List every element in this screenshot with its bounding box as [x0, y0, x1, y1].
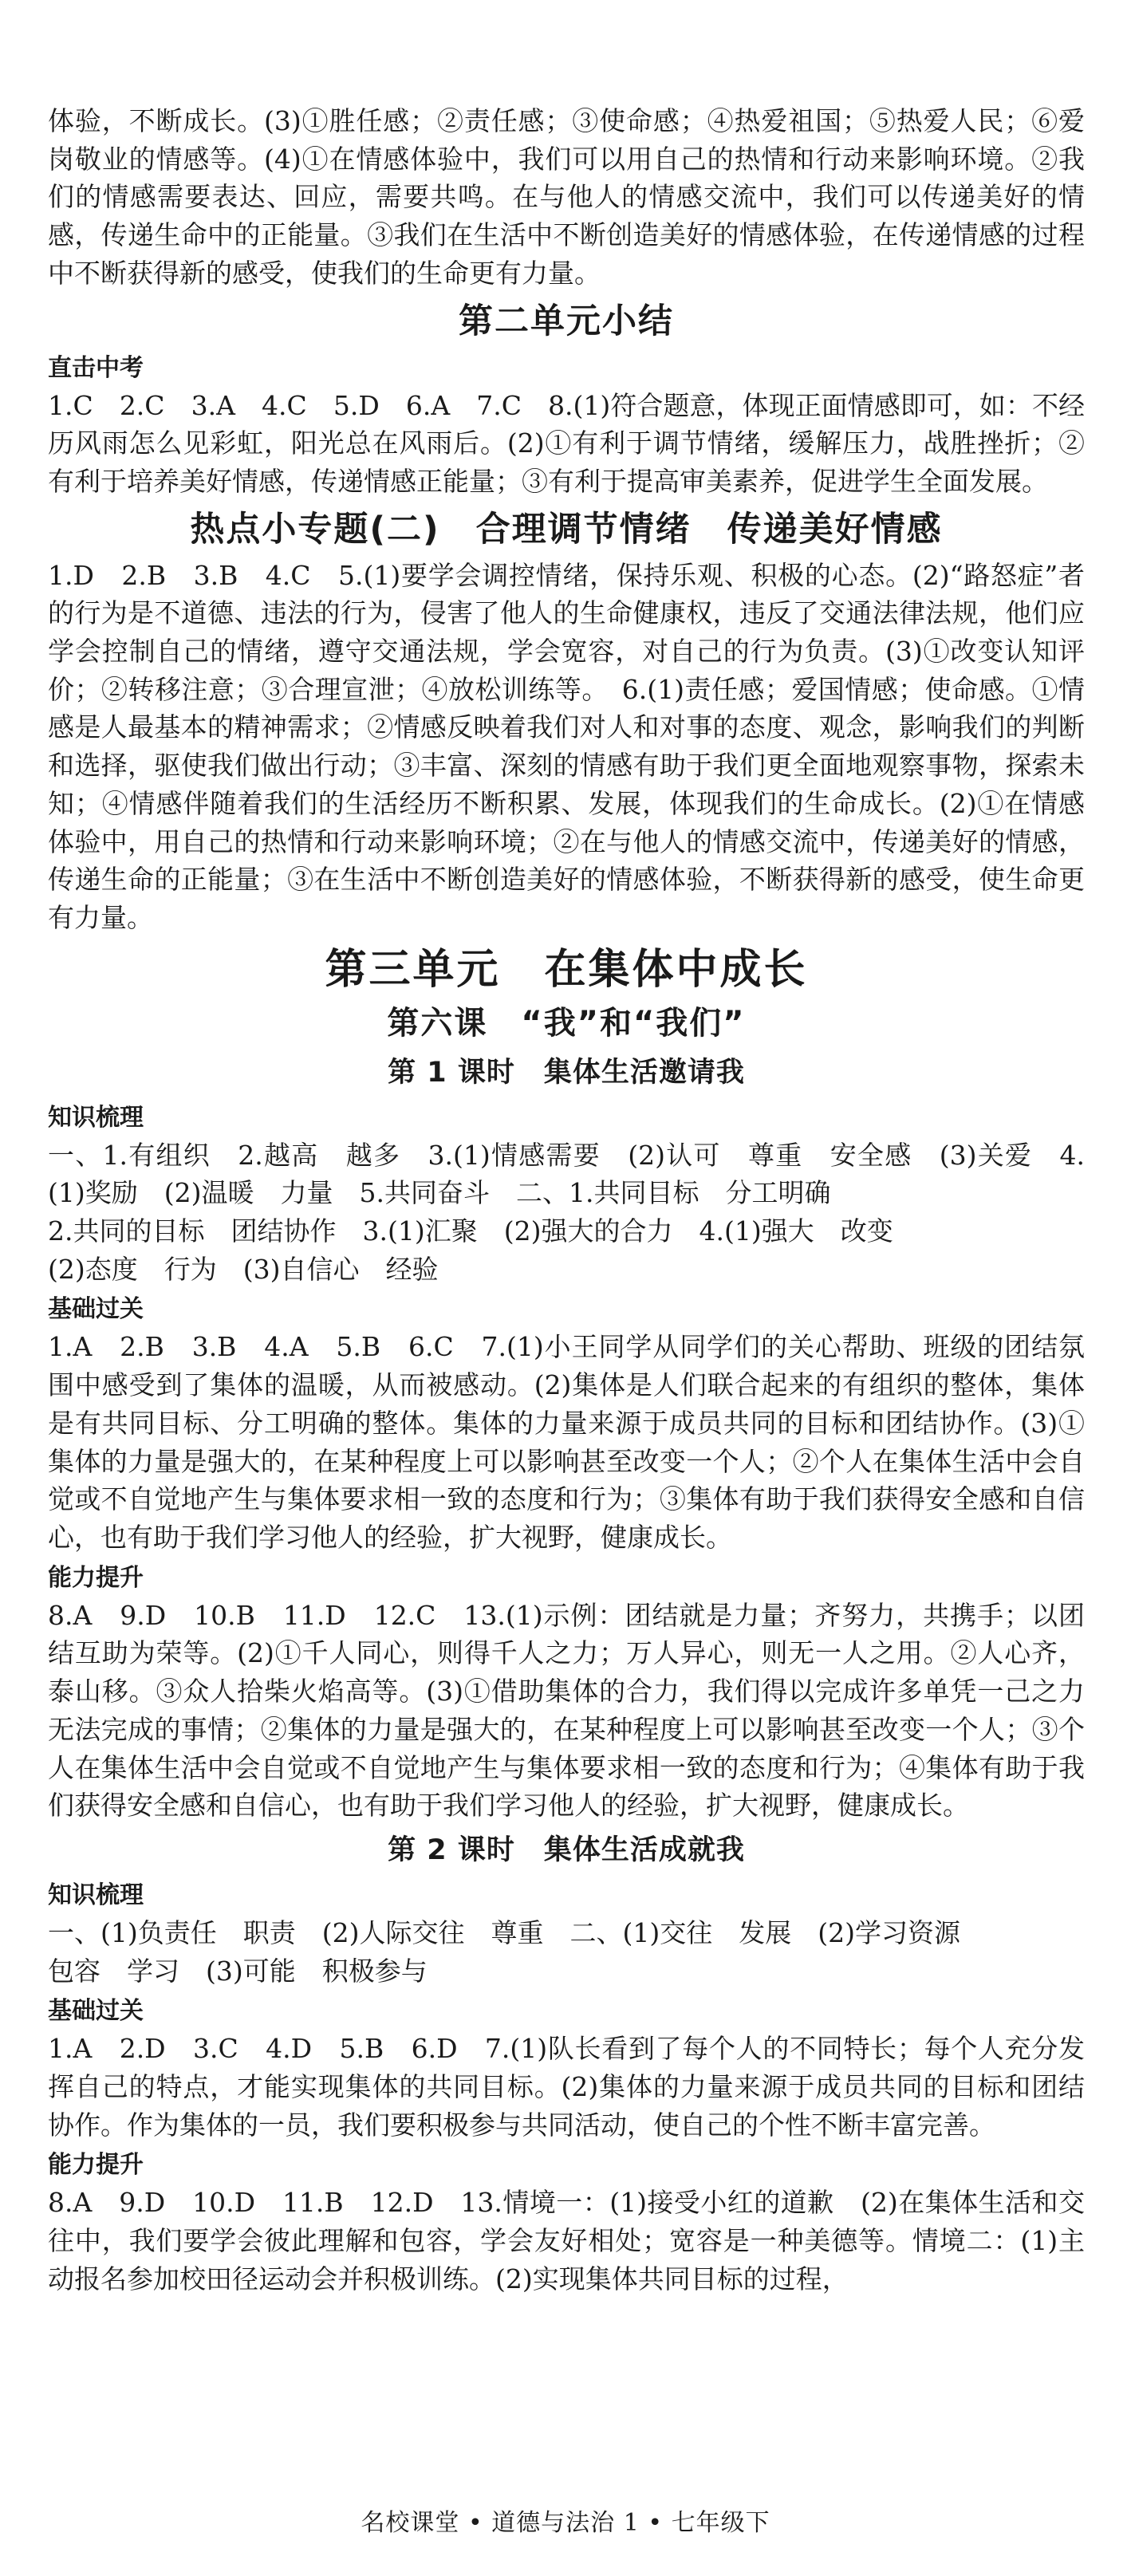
period2-ability-answers: 8.A 9.D 10.D 11.B 12.D 13.情境一：(1)接受小红的道歉 (2)在集体生活和交往中，我们要学会彼此理解和包容，学会友好相处；宽容是一种美德等。情境二：(1)主动报名参加校田径运动会并积极训练。(2)实现集体共同目标的过程，	[48, 2187, 1085, 2294]
unit2-summary-answers: 1.C 2.C 3.A 4.C 5.D 6.A 7.C 8.(1)符合题意，体现正面情感即可，如：不经历风雨怎么见彩虹，阳光总在风雨后。(2)①有利于调节情绪，缓解压力，战胜挫折；②有利于培养美好情感，传递情感正能量；③有利于提高审美素养，促进学生全面发展。	[48, 389, 1085, 497]
period1-ability-answers: 8.A 9.D 10.B 11.D 12.C 13.(1)示例：团结就是力量；齐努力，共携手；以团结互助为荣等。(2)①千人同心，则得千人之力；万人异心，则无一人之用。②人心齐，泰山移。③众人拾柴火焰高等。(3)①借助集体的合力，我们得以完成许多单凭一己之力无法完成的事情；②集体的力量是强大的，在某种程度上可以影响甚至改变一个人；③个人在集体生活中会自觉或不自觉地产生与集体要求相一致的态度和行为；④集体有助于我们获得安全感和自信心，也有助于我们学习他人的经验，扩大视野，健康成长。	[48, 1599, 1085, 1822]
page-footer: 名校课堂 • 道德与法治 1 • 七年级下	[361, 2509, 770, 2537]
intro-paragraph: 体验，不断成长。(3)①胜任感；②责任感；③使命感；④热爱祖国；⑤热爱人民；⑥爱岗敬业的情感等。(4)①在情感体验中，我们可以用自己的热情和行动来影响环境。②我们的情感需要表达、回应，需要共鸣。在与他人的情感交流中，我们可以传递美好的情感，传递生命中的正能量。③我们在生活中不断创造美好的情感体验，在传递情感的过程中不断获得新的感受，使我们的生命更有力量。	[48, 105, 1085, 289]
lesson6-title: 第六课 “我”和“我们”	[387, 1004, 746, 1042]
period1-knowledge-line: 2.共同的目标 团结协作 3.(1)汇聚 (2)强大的合力 4.(1)强大 改变	[48, 1215, 893, 1247]
period1-knowledge-line: (2)态度 行为 (3)自信心 经验	[48, 1253, 439, 1285]
unit3-title: 第三单元 在集体中成长	[325, 945, 808, 994]
period2-knowledge-line: 包容 学习 (3)可能 积极参与	[48, 1955, 428, 1987]
period2-ability-heading: 能力提升	[48, 2151, 144, 2180]
period1-basic-answers: 1.A 2.B 3.B 4.A 5.B 6.C 7.(1)小王同学从同学们的关心帮助、班级的团结氛围中感受到了集体的温暖，从而被感动。(2)集体是人们联合起来的有组织的整体，集体是有共同目标、分工明确的整体。集体的力量来源于成员共同的目标和团结协作。(3)①集体的力量是强大的，在某种程度上可以影响甚至改变一个人；②个人在集体生活中会自觉或不自觉地产生与集体要求相一致的态度和行为；③集体有助于我们获得安全感和自信心，也有助于我们学习他人的经验，扩大视野，健康成长。	[48, 1331, 1085, 1553]
hot-topic-2-title: 热点小专题(二) 合理调节情绪 传递美好情感	[190, 509, 943, 549]
period2-knowledge-line: 一、(1)负责任 职责 (2)人际交往 尊重 二、(1)交往 发展 (2)学习资源	[48, 1916, 960, 1948]
period2-title: 第 2 课时 集体生活成就我	[388, 1834, 745, 1866]
period1-ability-heading: 能力提升	[48, 1563, 144, 1592]
period1-knowledge-line: 一、1.有组织 2.越高 越多 3.(1)情感需要 (2)认可 尊重 安全感 (3)关爱 4.(1)奖励 (2)温暖 力量 5.共同奋斗 二、1.共同目标 分工明确	[48, 1139, 1085, 1209]
period2-basic-answers: 1.A 2.D 3.C 4.D 5.B 6.D 7.(1)队长看到了每个人的不同特长；每个人充分发挥自己的特点，才能实现集体的共同目标。(2)集体的力量来源于成员共同的目标和团结协作。作为集体的一员，我们要积极参与共同活动，使自己的个性不断丰富完善。	[48, 2033, 1085, 2141]
unit2-summary-subheading: 直击中考	[48, 353, 144, 382]
period1-knowledge-list	[48, 1136, 1085, 1289]
period1-knowledge-heading: 知识梳理	[48, 1103, 144, 1132]
period1-basic-heading: 基础过关	[48, 1295, 144, 1324]
period2-basic-heading: 基础过关	[48, 1997, 144, 2026]
period2-knowledge-list	[48, 1914, 1085, 1990]
period1-title: 第 1 课时 集体生活邀请我	[388, 1056, 745, 1089]
period2-knowledge-heading: 知识梳理	[48, 1881, 144, 1909]
hot-topic-2-answers: 1.D 2.B 3.B 4.C 5.(1)要学会调控情绪，保持乐观、积极的心态。(2)“路怒症”者的行为是不道德、违法的行为，侵害了他人的生命健康权，违反了交通法律法规，他们应学会控制自己的情绪，遵守交通法规，学会宽容，对自己的行为负责。(3)①改变认知评价；②转移注意；③合理宣泄；④放松训练等。 6.(1)责任感；爱国情感；使命感。①情感是人最基本的精神需求；②情感反映着我们对人和对事的态度、观念，影响我们的判断和选择，驱使我们做出行动；③丰富、深刻的情感有助于我们更全面地观察事物，探索未知；④情感伴随着我们的生活经历不断积累、发展，体现我们的生命成长。(2)①在情感体验中，用自己的热情和行动来影响环境；②在与他人的情感交流中，传递美好的情感，传递生命的正能量；③在生活中不断创造美好的情感体验，不断获得新的感受，使生命更有力量。	[48, 559, 1085, 933]
unit2-summary-title: 第二单元小结	[459, 301, 674, 341]
